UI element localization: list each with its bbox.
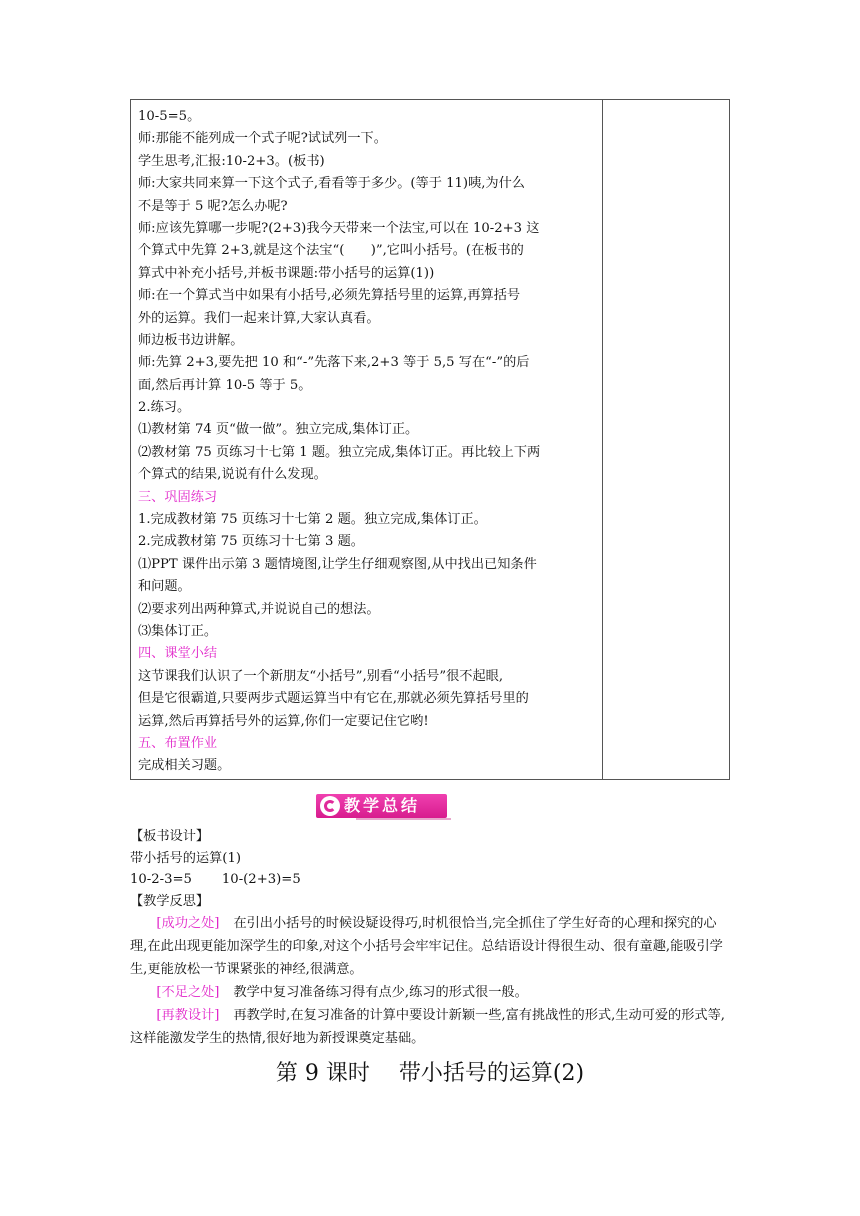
reflection-text: 再教学时,在复习准备的计算中要设计新颖一些,富有挑战性的形式,生动可爱的形式等,这样能激发学生的热情,很好地为新授课奠定基础。 [130, 1008, 725, 1047]
table-text-line: 和问题。 [138, 579, 191, 595]
table-text-line: 1.完成教材第 75 页练习十七第 2 题。独立完成,集体订正。 [138, 512, 487, 528]
table-text-line: 师:应该先算哪一步呢?(2+3)我今天带来一个法宝,可以在 10-2+3 这 [138, 220, 540, 236]
table-column-divider [602, 100, 603, 779]
teaching-summary-banner [316, 794, 447, 820]
table-text-line: 这节课我们认识了一个新朋友“小括号”,别看“小括号”很不起眼, [138, 668, 504, 684]
table-text-line: 个算式的结果,说说有什么发现。 [138, 467, 327, 483]
table-text-line: 2.练习。 [138, 400, 191, 416]
table-text-line: 面,然后再计算 10-5 等于 5。 [138, 377, 312, 393]
table-text-line: 师:在一个算式当中如果有小括号,必须先算括号里的运算,再算括号 [138, 288, 521, 304]
table-text-line: ⑴教材第 74 页“做一做”。独立完成,集体订正。 [138, 422, 419, 438]
reflection-tag: [再教设计] [156, 1008, 220, 1024]
table-text-line: 10-5=5。 [138, 109, 201, 124]
table-text-line: 师:那能不能列成一个式子呢?试试列一下。 [138, 131, 387, 147]
table-text-line: 学生思考,汇报:10-2+3。(板书) [138, 153, 325, 169]
next-lesson-title: 第 9 课时 带小括号的运算(2) [275, 1061, 585, 1086]
table-text-line: ⑵要求列出两种算式,并说说自己的想法。 [138, 601, 380, 617]
table-text-line: ⑶集体订正。 [138, 623, 218, 639]
reflection-paragraph [130, 1004, 730, 1050]
table-text-line: 外的运算。我们一起来计算,大家认真看。 [138, 310, 380, 326]
section-heading: 五、布置作业 [138, 735, 218, 751]
table-text-line: 个算式中先算 2+3,就是这个法宝“( )”,它叫小括号。(在板书的 [138, 243, 524, 259]
reflection-list [130, 912, 730, 1050]
board-design-heading: 【板书设计】 [130, 829, 210, 844]
board-expression-2: 10-(2+3)=5 [221, 872, 301, 888]
table-text-line: 师:大家共同来算一下这个式子,看看等于多少。(等于 11)咦,为什么 [138, 176, 525, 192]
table-text-line: 完成相关习题。 [138, 758, 231, 774]
reflection-heading: 【教学反思】 [130, 893, 210, 909]
table-text-line: 运算,然后再算括号外的运算,你们一定要记住它哟! [138, 713, 429, 729]
section-heading: 四、课堂小结 [138, 646, 218, 662]
banner-label: 教学总结 [344, 796, 421, 815]
reflection-text: 教学中复习准备练习得有点少,练习的形式很一般。 [233, 985, 528, 1001]
table-text-line: ⑵教材第 75 页练习十七第 1 题。独立完成,集体订正。再比较上下两 [138, 444, 541, 460]
table-text-line: 不是等于 5 呢?怎么办呢? [138, 198, 288, 214]
section-heading: 三、巩固练习 [138, 489, 218, 505]
board-expressions [130, 869, 730, 891]
board-title: 带小括号的运算(1) [130, 850, 241, 866]
teaching-summary-section [130, 826, 730, 1050]
table-text-line: 但是它很霸道,只要两步式题运算当中有它在,那就必须先算括号里的 [138, 691, 529, 707]
table-text-line: 2.完成教材第 75 页练习十七第 3 题。 [138, 534, 364, 550]
table-text-line: 算式中补充小括号,并板书课题:带小括号的运算(1)) [138, 265, 435, 281]
reflection-text: 在引出小括号的时候设疑设得巧,时机很恰当,完全抓住了学生好奇的心理和探究的心理,在此出现更能加深学生的印象,对这个小括号会牢牢记住。总结语设计得很生动、很有童趣,能吸引学生,更能放松一节课紧张的神经,很满意。 [130, 916, 723, 978]
reflection-tag: [成功之处] [156, 916, 220, 932]
lesson-process-table [130, 99, 730, 780]
process-cell [138, 106, 598, 778]
board-expression-1: 10-2-3=5 [130, 872, 192, 888]
swirl-logo-icon [320, 796, 340, 816]
reflection-paragraph [130, 912, 730, 981]
table-text-line: 师边板书边讲解。 [138, 332, 244, 348]
table-text-line: 师:先算 2+3,要先把 10 和“-”先落下来,2+3 等于 5,5 写在“-”的后 [138, 355, 530, 371]
reflection-paragraph [130, 981, 730, 1004]
reflection-tag: [不足之处] [156, 985, 220, 1001]
table-text-line: ⑴PPT 课件出示第 3 题情境图,让学生仔细观察图,从中找出已知条件 [138, 556, 537, 572]
